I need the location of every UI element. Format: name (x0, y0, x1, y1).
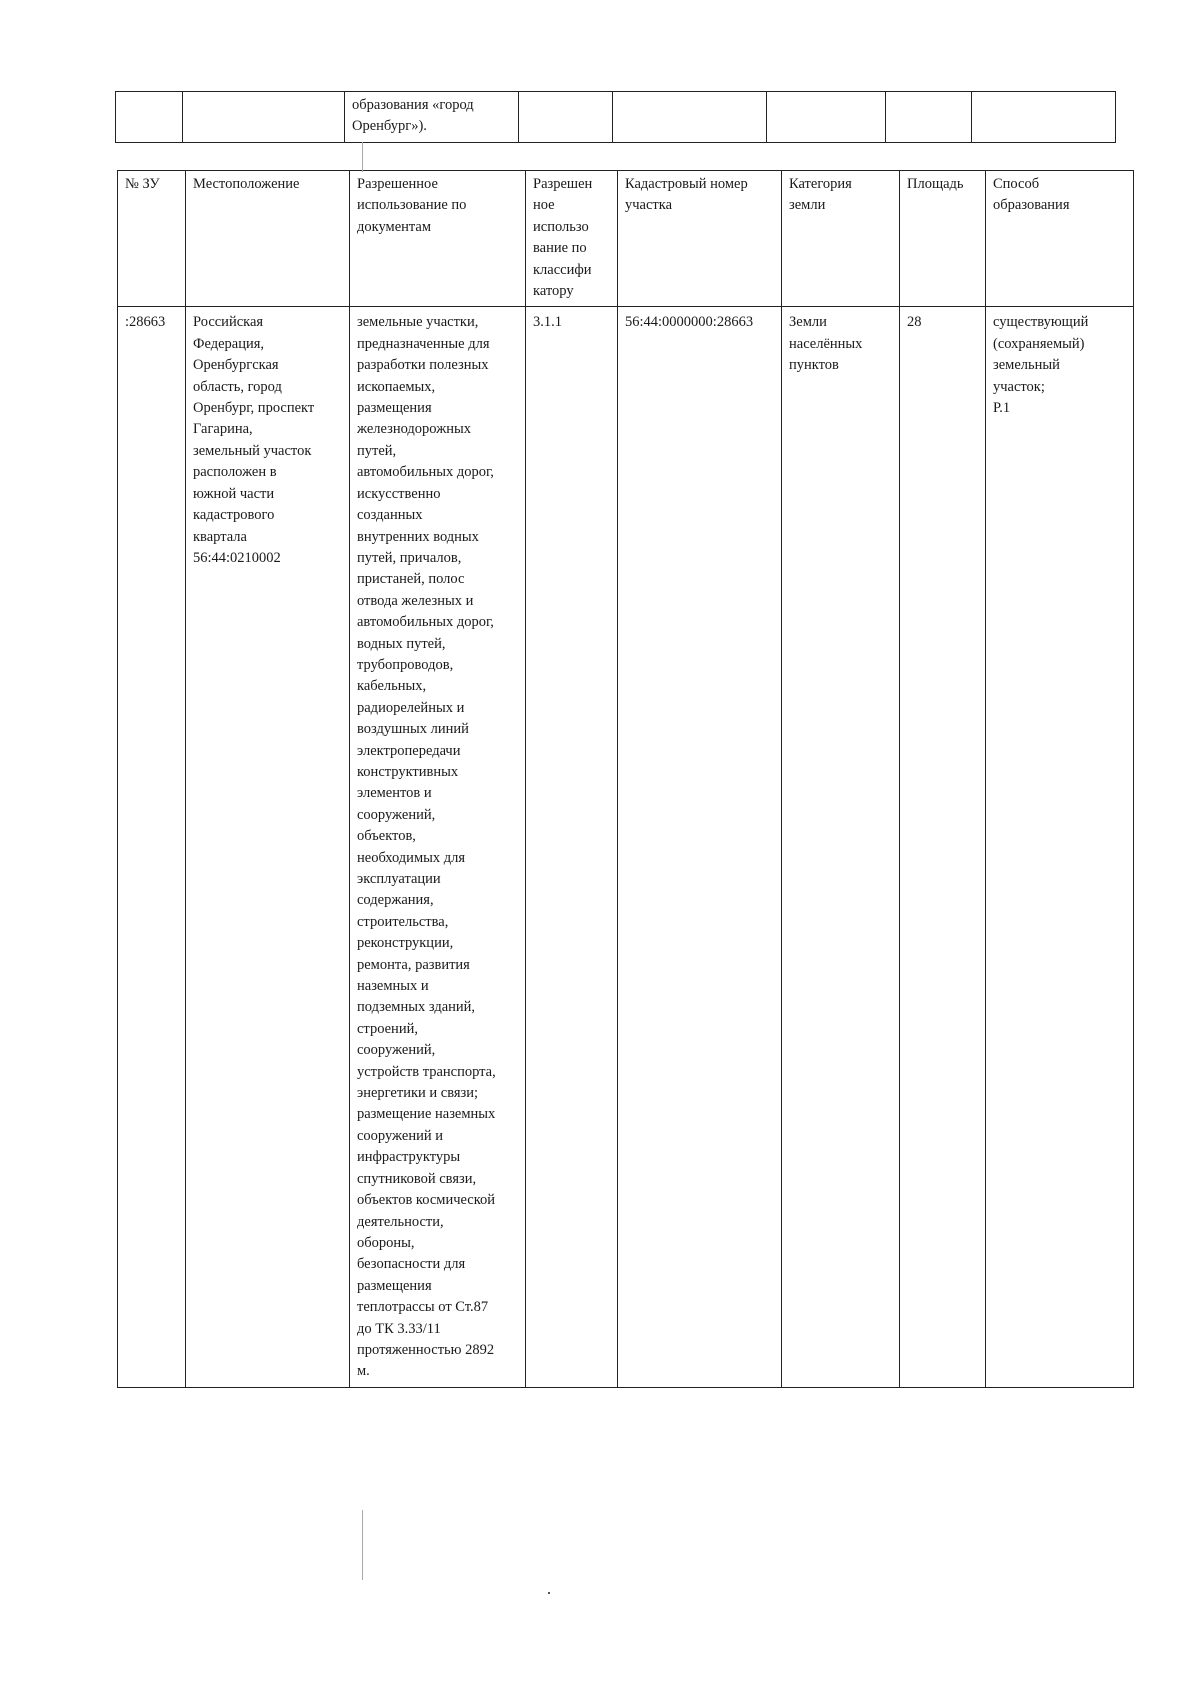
header-classifier-use: Разрешен ное использо вание по классифи катору (526, 171, 618, 307)
cell-cadastral-number: 56:44:0000000:28663 (618, 307, 782, 1387)
cell-formation-method: существующий (сохраняемый) земельный участок; Р.1 (986, 307, 1134, 1387)
table-cell (183, 92, 345, 143)
header-area: Площадь (900, 171, 986, 307)
table-cell (613, 92, 767, 143)
header-permitted-use: Разрешенное использование по документам (350, 171, 526, 307)
scan-artifact-line (362, 1510, 363, 1580)
cell-classifier-use: 3.1.1 (526, 307, 618, 1387)
cell-zu-number: :28663 (118, 307, 186, 1387)
cell-area: 28 (900, 307, 986, 1387)
table-cell (886, 92, 972, 143)
header-formation-method: Способ образования (986, 171, 1134, 307)
cell-location: Российская Федерация, Оренбургская область, город Оренбург, проспект Гагарина, земельный участок расположен в южной части кадастрового квартала 56:44:0210002 (186, 307, 350, 1387)
header-land-category: Категория земли (782, 171, 900, 307)
table-cell (116, 92, 183, 143)
land-plot-table (117, 170, 1134, 1388)
scan-artifact-line (362, 142, 363, 172)
table-cell (519, 92, 613, 143)
header-location: Местоположение (186, 171, 350, 307)
scan-artifact-dot (548, 1592, 550, 1594)
cell-permitted-use: земельные участки, предназначенные для разработки полезных ископаемых, размещения железнодорожных путей, автомобильных дорог, искусственно созданных внутренних водных путей, причалов, пристаней, полос отвода железных и автомобильных дорог, водных путей, трубопроводов, кабельных, радиорелейных и воздушных линий электропередачи конструктивных элементов и сооружений, объектов, необходимых для эксплуатации содержания, строительства, реконструкции, ремонта, развития наземных и подземных зданий, строений, сооружений, устройств транспорта, энергетики и связи; размещение наземных сооружений и инфраструктуры спутниковой связи, объектов космической деятельности, обороны, безопасности для размещения теплотрассы от Ст.87 до ТК 3.33/11 протяженностью 2892 м. (350, 307, 526, 1387)
table-cell (767, 92, 886, 143)
continuation-table (115, 91, 1116, 143)
cell-land-category: Земли населённых пунктов (782, 307, 900, 1387)
header-zu-number: № ЗУ (118, 171, 186, 307)
table-header-row (118, 171, 1134, 307)
table-cell (972, 92, 1116, 143)
table-row (116, 92, 1116, 143)
header-cadastral-number: Кадастровый номер участка (618, 171, 782, 307)
table-row (118, 307, 1134, 1387)
table-cell: образования «город Оренбург»). (345, 92, 519, 143)
